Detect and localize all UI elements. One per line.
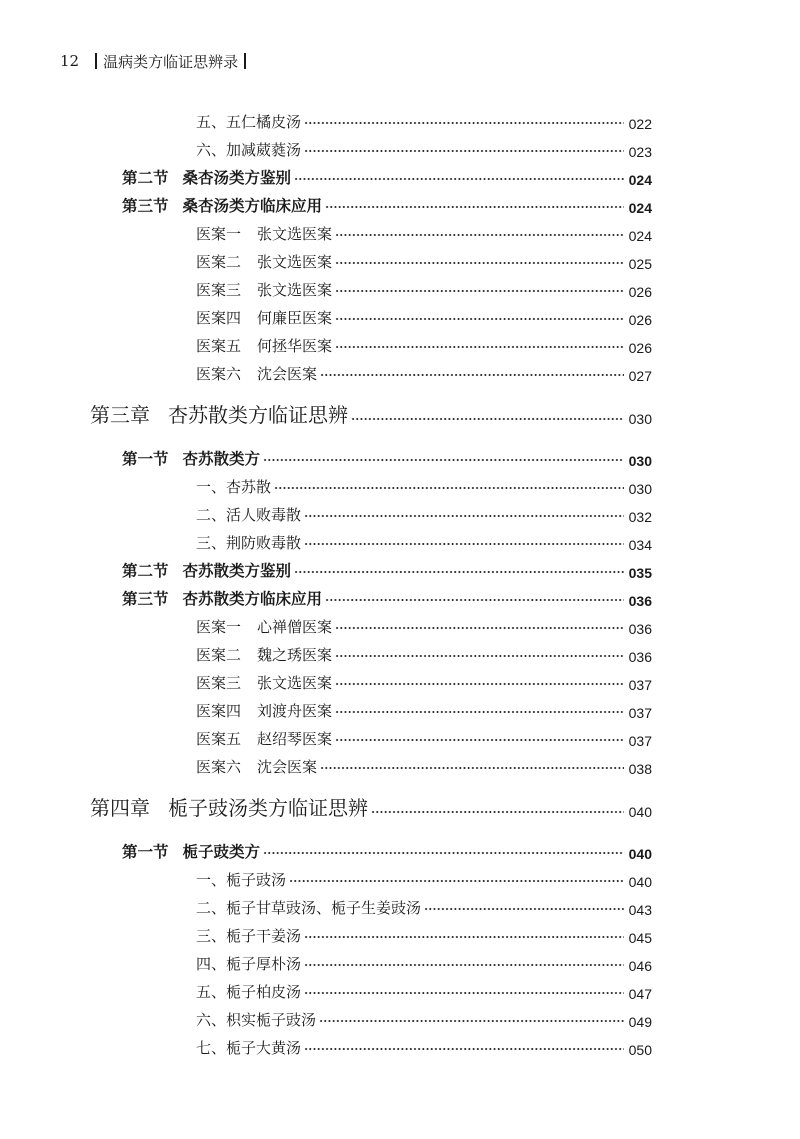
dot-leader: [294, 568, 624, 576]
toc-item-row[interactable]: [196, 978, 652, 1002]
toc-case-title: 何廉臣医案: [257, 309, 333, 327]
toc-page-number: 032: [628, 509, 652, 525]
toc-item-row[interactable]: [196, 950, 652, 974]
dot-leader: [304, 540, 624, 548]
toc-page-number: 047: [628, 986, 652, 1002]
toc-case-label: 医案六: [196, 758, 242, 776]
toc-case-label: 医案二: [196, 253, 242, 271]
dot-leader: [325, 596, 624, 604]
toc-case-title: 沈会医案: [257, 758, 318, 776]
toc-item-row[interactable]: [196, 136, 652, 160]
toc-page-number: 040: [628, 874, 652, 890]
dot-leader: [294, 175, 624, 183]
toc-page-number: 025: [628, 256, 652, 272]
toc-case-label: 医案三: [196, 281, 242, 299]
toc-case-row[interactable]: [196, 669, 652, 693]
toc-page-number: 027: [628, 368, 652, 384]
toc-item-label: 二、栀子甘草豉汤、栀子生姜豉汤: [196, 899, 422, 917]
toc-case-row[interactable]: [196, 248, 652, 272]
toc-case-label: 医案一: [196, 618, 242, 636]
toc-page-number: 045: [628, 930, 652, 946]
dot-leader: [304, 512, 624, 520]
toc-page-number: 037: [628, 677, 652, 693]
toc-page-number: 024: [628, 172, 652, 188]
toc-chapter-label: 第四章: [90, 796, 150, 820]
dot-leader: [335, 287, 624, 295]
toc-section-label: 第一节: [122, 842, 169, 861]
dot-leader: [319, 1017, 624, 1025]
toc-item-label: 一、栀子豉汤: [196, 871, 287, 889]
toc-page-number: 030: [628, 411, 652, 427]
toc-case-label: 医案三: [196, 674, 242, 692]
toc-section-title: 桑杏汤类方鉴别: [182, 168, 292, 187]
toc-item-label: 二、活人败毒散: [196, 506, 302, 524]
toc-section-title: 栀子豉类方: [182, 842, 261, 861]
toc-item-row[interactable]: [196, 108, 652, 132]
toc-chapter-title: 栀子豉汤类方临证思辨: [168, 796, 368, 820]
toc-section-label: 第一节: [122, 449, 169, 468]
toc-case-title: 张文选医案: [257, 225, 333, 243]
toc-case-title: 赵绍琴医案: [257, 730, 333, 748]
toc-case-label: 医案五: [196, 730, 242, 748]
toc-page-number: 036: [628, 649, 652, 665]
dot-leader: [325, 203, 624, 211]
toc-chapter-row[interactable]: [90, 398, 652, 428]
toc-section-row[interactable]: [122, 192, 652, 216]
dot-leader: [320, 764, 624, 772]
toc-case-label: 医案五: [196, 337, 242, 355]
toc-chapter-title: 杏苏散类方临证思辨: [168, 403, 348, 427]
toc-case-label: 医案四: [196, 309, 242, 327]
toc-item-row[interactable]: [196, 1006, 652, 1030]
toc-section-label: 第二节: [122, 561, 169, 580]
dot-leader: [335, 343, 624, 351]
toc-section-title: 桑杏汤类方临床应用: [182, 196, 323, 215]
toc-case-row[interactable]: [196, 332, 652, 356]
page-number: 12: [60, 52, 80, 70]
toc-case-label: 医案二: [196, 646, 242, 664]
toc-chapter-label: 第三章: [90, 403, 150, 427]
toc-page-number: 026: [628, 284, 652, 300]
toc-item-label: 五、栀子柏皮汤: [196, 983, 302, 1001]
toc-item-row[interactable]: [196, 894, 652, 918]
running-header: [60, 50, 252, 72]
toc-page-number: 030: [628, 453, 652, 469]
toc-case-row[interactable]: [196, 360, 652, 384]
dot-leader: [304, 1045, 624, 1053]
dot-leader: [335, 624, 624, 632]
toc-page-number: 026: [628, 340, 652, 356]
dot-leader: [304, 147, 624, 155]
toc-case-title: 张文选医案: [257, 253, 333, 271]
toc-item-row[interactable]: [196, 529, 652, 553]
toc-item-label: 一、杏苏散: [196, 478, 272, 496]
toc-page-number: 036: [628, 593, 652, 609]
toc-page-number: 037: [628, 705, 652, 721]
dot-leader: [335, 708, 624, 716]
toc-chapter-row[interactable]: [90, 791, 652, 821]
dot-leader: [304, 989, 624, 997]
dot-leader: [274, 484, 624, 492]
toc-case-row[interactable]: [196, 613, 652, 637]
dot-leader: [371, 808, 624, 816]
toc-page-number: 037: [628, 733, 652, 749]
dot-leader: [263, 456, 624, 464]
toc-page-number: 040: [628, 804, 652, 820]
toc-page-number: 040: [628, 846, 652, 862]
toc-page-number: 043: [628, 902, 652, 918]
toc-case-title: 刘渡舟医案: [257, 702, 333, 720]
toc-case-label: 医案六: [196, 365, 242, 383]
dot-leader: [351, 415, 624, 423]
dot-leader: [335, 259, 624, 267]
toc-case-label: 医案四: [196, 702, 242, 720]
toc-section-title: 杏苏散类方临床应用: [182, 589, 323, 608]
toc-page-number: 034: [628, 537, 652, 553]
dot-leader: [424, 905, 624, 913]
toc-case-title: 张文选医案: [257, 281, 333, 299]
toc-page-number: 038: [628, 761, 652, 777]
dot-leader: [335, 231, 624, 239]
toc-case-row[interactable]: [196, 641, 652, 665]
toc-case-row[interactable]: [196, 725, 652, 749]
toc-item-label: 五、五仁橘皮汤: [196, 113, 302, 131]
toc-case-row[interactable]: [196, 753, 652, 777]
toc-section-row[interactable]: [122, 164, 652, 188]
toc-section-label: 第二节: [122, 168, 169, 187]
toc-page-number: 030: [628, 481, 652, 497]
dot-leader: [304, 961, 624, 969]
toc-case-row[interactable]: [196, 697, 652, 721]
toc-item-label: 三、栀子干姜汤: [196, 927, 302, 945]
header-divider-right: [244, 53, 246, 69]
dot-leader: [289, 877, 624, 885]
dot-leader: [263, 849, 624, 857]
book-title: 温病类方临证思辨录: [103, 52, 239, 71]
toc-item-label: 七、栀子大黄汤: [196, 1039, 302, 1057]
toc-item-label: 六、枳实栀子豉汤: [196, 1011, 317, 1029]
toc-section-title: 杏苏散类方: [182, 449, 261, 468]
toc-section-row[interactable]: [122, 838, 652, 862]
dot-leader: [335, 736, 624, 744]
dot-leader: [304, 933, 624, 941]
toc-page-number: 024: [628, 228, 652, 244]
header-divider-left: [95, 53, 97, 69]
toc-case-row[interactable]: [196, 304, 652, 328]
toc-item-row[interactable]: [196, 922, 652, 946]
toc-item-row[interactable]: [196, 501, 652, 525]
toc-item-row[interactable]: [196, 473, 652, 497]
dot-leader: [335, 652, 624, 660]
toc-section-row[interactable]: [122, 585, 652, 609]
toc-section-title: 杏苏散类方鉴别: [182, 561, 292, 580]
toc-item-row[interactable]: [196, 866, 652, 890]
toc-page-number: 026: [628, 312, 652, 328]
toc-case-label: 医案一: [196, 225, 242, 243]
toc-case-row[interactable]: [196, 220, 652, 244]
toc-case-title: 魏之琇医案: [257, 646, 333, 664]
toc-item-label: 四、栀子厚朴汤: [196, 955, 302, 973]
toc-section-label: 第三节: [122, 589, 169, 608]
toc-page-number: 035: [628, 565, 652, 581]
toc-item-label: 三、荆防败毒散: [196, 534, 302, 552]
toc-section-row[interactable]: [122, 445, 652, 469]
toc-case-title: 沈会医案: [257, 365, 318, 383]
toc-case-row[interactable]: [196, 276, 652, 300]
toc-section-row[interactable]: [122, 557, 652, 581]
toc-page-number: 046: [628, 958, 652, 974]
dot-leader: [335, 315, 624, 323]
toc-page-number: 050: [628, 1042, 652, 1058]
dot-leader: [335, 680, 624, 688]
dot-leader: [320, 371, 624, 379]
toc-page-number: 023: [628, 144, 652, 160]
toc-page-number: 024: [628, 200, 652, 216]
toc-page-number: 036: [628, 621, 652, 637]
toc-page-number: 022: [628, 116, 652, 132]
toc-item-label: 六、加减葳蕤汤: [196, 141, 302, 159]
toc-item-row[interactable]: [196, 1034, 652, 1058]
toc-case-title: 心禅僧医案: [257, 618, 333, 636]
toc-case-title: 何拯华医案: [257, 337, 333, 355]
dot-leader: [304, 119, 624, 127]
toc-page-number: 049: [628, 1014, 652, 1030]
toc-section-label: 第三节: [122, 196, 169, 215]
toc-case-title: 张文选医案: [257, 674, 333, 692]
